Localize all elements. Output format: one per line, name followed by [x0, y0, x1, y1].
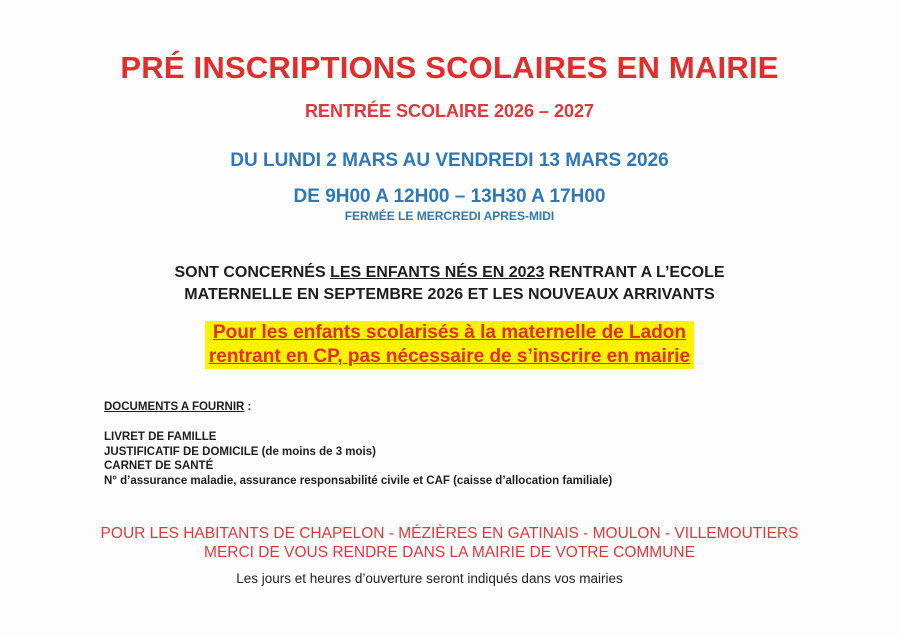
documents-heading-label: DOCUMENTS A FOURNIR [104, 401, 245, 413]
other-residents-notice [0, 524, 899, 562]
documents-heading [104, 401, 251, 413]
footnote-text: Les jours et heures d’ouverture seront indiqués dans vos mairies [236, 571, 623, 586]
cp-notice-highlight [205, 321, 694, 369]
document-item: LIVRET DE FAMILLE [104, 431, 217, 443]
concerned-line-2: MATERNELLE EN SEPTEMBRE 2026 ET LES NOUVEAUX ARRIVANTS [184, 286, 715, 303]
concerned-suffix: RENTRANT A L’ECOLE [544, 264, 725, 281]
closure-note: FERMÉE LE MERCREDI APRES-MIDI [344, 209, 555, 223]
concerned-prefix: SONT CONCERNÉS [174, 264, 331, 281]
document-item: JUSTIFICATIF DE DOMICILE (de moins de 3 mois) [104, 445, 376, 458]
document-item: CARNET DE SANTÉ [104, 460, 214, 472]
residents-line-2: MERCI DE VOUS RENDRE DANS LA MAIRIE DE VOTRE COMMUNE [204, 544, 695, 561]
opening-hours: DE 9H00 A 12H00 – 13H30 A 17H00 [293, 186, 606, 207]
document-item: N° d’assurance maladie, assurance responsabilité civile et CAF (caisse d’allocation familiale) [104, 474, 613, 487]
cp-notice [0, 321, 899, 369]
concerned-line-1 [0, 262, 899, 284]
page-title: PRÉ INSCRIPTIONS SCOLAIRES EN MAIRIE [120, 50, 779, 85]
documents-heading-colon: : [244, 401, 252, 413]
concerned-children [0, 262, 899, 306]
school-year-subtitle: RENTRÉE SCOLAIRE 2026 – 2027 [304, 101, 595, 121]
documents-list [104, 430, 612, 488]
residents-line-1: POUR LES HABITANTS DE CHAPELON - MÉZIÈRES EN GATINAIS - MOULON - VILLEMOUTIERS [100, 525, 799, 542]
cp-notice-line-2: rentrant en CP, pas nécessaire de s’inscrire en mairie [208, 346, 691, 367]
opening-hours-footnote [0, 571, 859, 586]
registration-dates: DU LUNDI 2 MARS AU VENDREDI 13 MARS 2026 [230, 150, 669, 171]
cp-notice-line-1: Pour les enfants scolarisés à la maternelle de Ladon [212, 322, 687, 343]
concerned-birth-year: LES ENFANTS NÉS EN 2023 [330, 264, 545, 281]
